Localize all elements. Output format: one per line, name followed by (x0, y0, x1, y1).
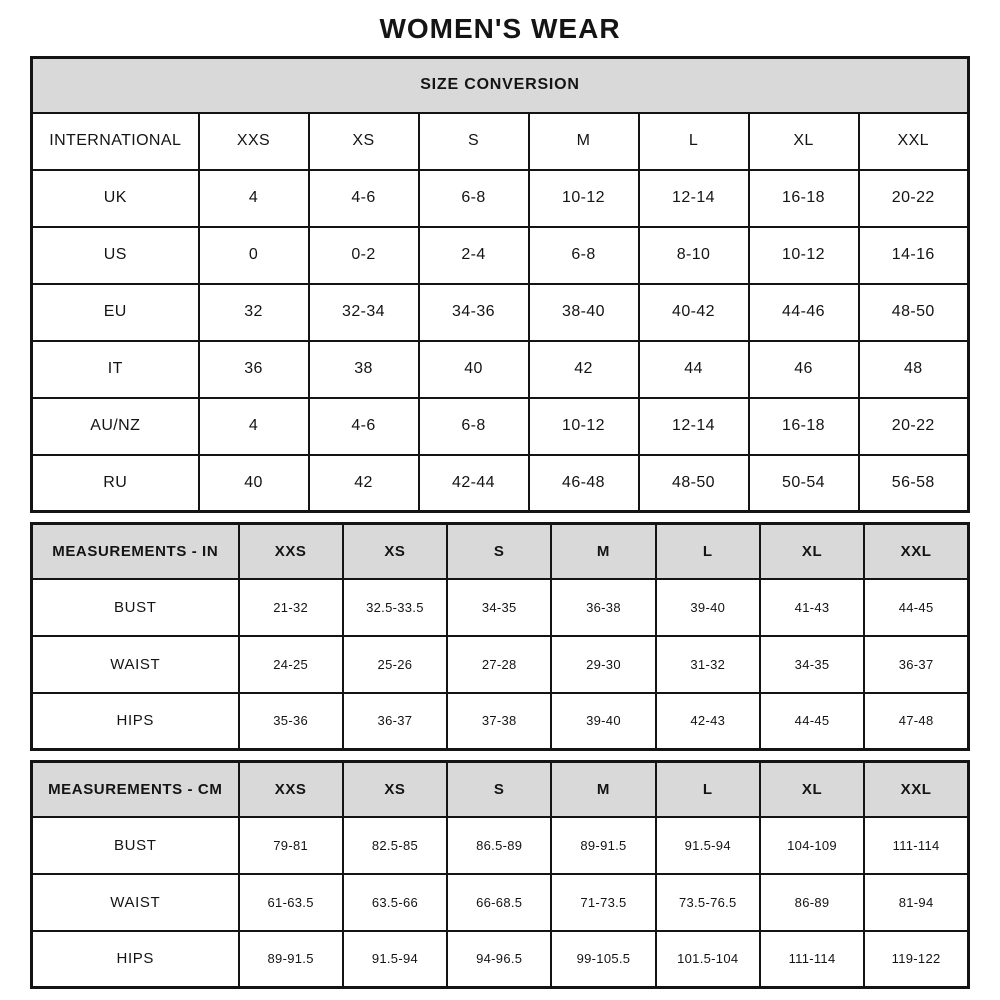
measurements-cm-value-cell-hips-m: 99-105.5 (551, 931, 655, 988)
value-cell-eu-xs: 32-34 (309, 284, 419, 341)
row-label-it: IT (32, 341, 199, 398)
measurements-in-value-cell-bust-l: 39-40 (656, 579, 760, 636)
measurements-cm-size-header-m: M (551, 762, 655, 817)
size-conversion-header-row (32, 113, 969, 170)
measurements-in-size-header-l: L (656, 524, 760, 579)
measurements-in-value-cell-waist-m: 29-30 (551, 636, 655, 693)
measurements-cm-body (32, 762, 969, 988)
measurements-in-value-cell-waist-xxs: 24-25 (239, 636, 343, 693)
measurements-in-size-header-m: M (551, 524, 655, 579)
measurements-cm-table (30, 760, 970, 989)
size-conversion-body (32, 58, 969, 512)
row-label-au-nz: AU/NZ (32, 398, 199, 455)
measurements-cm-row-label-hips: HIPS (32, 931, 239, 988)
value-cell-us-xl: 10-12 (749, 227, 859, 284)
table-row-it (32, 341, 969, 398)
value-cell-eu-xl: 44-46 (749, 284, 859, 341)
measurements-cm-value-cell-waist-l: 73.5-76.5 (656, 874, 760, 931)
column-header-international: INTERNATIONAL (32, 113, 199, 170)
measurements-cm-value-cell-waist-xxs: 61-63.5 (239, 874, 343, 931)
measurements-cm-value-cell-bust-xxs: 79-81 (239, 817, 343, 874)
measurements-cm-size-header-s: S (447, 762, 551, 817)
measurements-in-row-label-hips: HIPS (32, 693, 239, 750)
measurements-in-title-cell: MEASUREMENTS - IN (32, 524, 239, 579)
measurements-cm-size-header-xxl: XXL (864, 762, 968, 817)
measurements-in-size-header-xxl: XXL (864, 524, 968, 579)
measurements-cm-value-cell-hips-xl: 111-114 (760, 931, 864, 988)
measurements-in-value-cell-hips-m: 39-40 (551, 693, 655, 750)
value-cell-uk-xl: 16-18 (749, 170, 859, 227)
row-label-ru: RU (32, 455, 199, 512)
value-cell-ru-xxl: 56-58 (859, 455, 969, 512)
measurements-cm-value-cell-waist-m: 71-73.5 (551, 874, 655, 931)
measurements-cm-value-cell-waist-xl: 86-89 (760, 874, 864, 931)
value-cell-au-nz-xxl: 20-22 (859, 398, 969, 455)
measurements-cm-row-label-bust: BUST (32, 817, 239, 874)
measurements-in-value-cell-waist-s: 27-28 (447, 636, 551, 693)
measurements-cm-value-cell-hips-xxs: 89-91.5 (239, 931, 343, 988)
measurements-cm-size-header-l: L (656, 762, 760, 817)
table-row-us (32, 227, 969, 284)
measurements-in-value-cell-hips-xxl: 47-48 (864, 693, 968, 750)
measurements-cm-value-cell-bust-s: 86.5-89 (447, 817, 551, 874)
value-cell-ru-xl: 50-54 (749, 455, 859, 512)
measurements-in-value-cell-hips-s: 37-38 (447, 693, 551, 750)
measurements-cm-value-cell-bust-xxl: 111-114 (864, 817, 968, 874)
measurements-cm-header-row (32, 762, 969, 817)
measurements-cm-value-cell-hips-l: 101.5-104 (656, 931, 760, 988)
value-cell-it-xxs: 36 (199, 341, 309, 398)
measurements-in-row-bust (32, 579, 969, 636)
value-cell-us-xs: 0-2 (309, 227, 419, 284)
measurements-in-header-row (32, 524, 969, 579)
table-row-uk (32, 170, 969, 227)
row-label-uk: UK (32, 170, 199, 227)
value-cell-us-xxl: 14-16 (859, 227, 969, 284)
value-cell-ru-xs: 42 (309, 455, 419, 512)
measurements-in-row-label-waist: WAIST (32, 636, 239, 693)
value-cell-eu-xxl: 48-50 (859, 284, 969, 341)
value-cell-ru-m: 46-48 (529, 455, 639, 512)
measurements-cm-row-label-waist: WAIST (32, 874, 239, 931)
measurements-in-value-cell-waist-l: 31-32 (656, 636, 760, 693)
value-cell-au-nz-xs: 4-6 (309, 398, 419, 455)
measurements-cm-value-cell-waist-xs: 63.5-66 (343, 874, 447, 931)
measurements-in-value-cell-waist-xl: 34-35 (760, 636, 864, 693)
value-cell-it-xl: 46 (749, 341, 859, 398)
measurements-in-value-cell-bust-xxl: 44-45 (864, 579, 968, 636)
measurements-cm-row-bust (32, 817, 969, 874)
measurements-cm-value-cell-hips-s: 94-96.5 (447, 931, 551, 988)
value-cell-it-xxl: 48 (859, 341, 969, 398)
measurements-cm-title-cell: MEASUREMENTS - CM (32, 762, 239, 817)
measurements-cm-size-header-xl: XL (760, 762, 864, 817)
value-cell-us-xxs: 0 (199, 227, 309, 284)
value-cell-au-nz-s: 6-8 (419, 398, 529, 455)
table-row-au-nz (32, 398, 969, 455)
size-header-xxl: XXL (859, 113, 969, 170)
measurements-cm-row-waist (32, 874, 969, 931)
value-cell-uk-xxl: 20-22 (859, 170, 969, 227)
measurements-in-value-cell-bust-xl: 41-43 (760, 579, 864, 636)
value-cell-uk-s: 6-8 (419, 170, 529, 227)
value-cell-ru-s: 42-44 (419, 455, 529, 512)
value-cell-eu-l: 40-42 (639, 284, 749, 341)
value-cell-it-m: 42 (529, 341, 639, 398)
measurements-cm-value-cell-bust-m: 89-91.5 (551, 817, 655, 874)
size-header-xxs: XXS (199, 113, 309, 170)
row-label-eu: EU (32, 284, 199, 341)
measurements-cm-size-header-xxs: XXS (239, 762, 343, 817)
measurements-cm-size-header-xs: XS (343, 762, 447, 817)
measurements-cm-value-cell-waist-xxl: 81-94 (864, 874, 968, 931)
measurements-in-value-cell-bust-s: 34-35 (447, 579, 551, 636)
value-cell-au-nz-m: 10-12 (529, 398, 639, 455)
measurements-cm-value-cell-bust-xl: 104-109 (760, 817, 864, 874)
value-cell-eu-m: 38-40 (529, 284, 639, 341)
measurements-cm-row-hips (32, 931, 969, 988)
measurements-cm-value-cell-hips-xs: 91.5-94 (343, 931, 447, 988)
table-row-ru (32, 455, 969, 512)
measurements-cm-value-cell-bust-l: 91.5-94 (656, 817, 760, 874)
table-row-eu (32, 284, 969, 341)
measurements-in-value-cell-waist-xs: 25-26 (343, 636, 447, 693)
measurements-in-size-header-xl: XL (760, 524, 864, 579)
measurements-in-value-cell-bust-m: 36-38 (551, 579, 655, 636)
value-cell-us-l: 8-10 (639, 227, 749, 284)
value-cell-ru-l: 48-50 (639, 455, 749, 512)
value-cell-uk-m: 10-12 (529, 170, 639, 227)
value-cell-eu-xxs: 32 (199, 284, 309, 341)
measurements-in-row-hips (32, 693, 969, 750)
size-conversion-title-row (32, 58, 969, 113)
value-cell-uk-xs: 4-6 (309, 170, 419, 227)
measurements-in-size-header-xxs: XXS (239, 524, 343, 579)
value-cell-us-m: 6-8 (529, 227, 639, 284)
measurements-cm-value-cell-waist-s: 66-68.5 (447, 874, 551, 931)
measurements-in-size-header-s: S (447, 524, 551, 579)
value-cell-au-nz-xl: 16-18 (749, 398, 859, 455)
measurements-cm-value-cell-bust-xs: 82.5-85 (343, 817, 447, 874)
size-header-s: S (419, 113, 529, 170)
value-cell-it-xs: 38 (309, 341, 419, 398)
value-cell-ru-xxs: 40 (199, 455, 309, 512)
measurements-in-value-cell-hips-l: 42-43 (656, 693, 760, 750)
size-conversion-title-cell: SIZE CONVERSION (32, 58, 969, 113)
value-cell-it-s: 40 (419, 341, 529, 398)
value-cell-au-nz-xxs: 4 (199, 398, 309, 455)
size-header-l: L (639, 113, 749, 170)
value-cell-au-nz-l: 12-14 (639, 398, 749, 455)
measurements-in-size-header-xs: XS (343, 524, 447, 579)
measurements-in-value-cell-hips-xs: 36-37 (343, 693, 447, 750)
measurements-in-value-cell-waist-xxl: 36-37 (864, 636, 968, 693)
value-cell-us-s: 2-4 (419, 227, 529, 284)
measurements-in-body (32, 524, 969, 750)
value-cell-eu-s: 34-36 (419, 284, 529, 341)
size-header-xl: XL (749, 113, 859, 170)
measurements-in-value-cell-bust-xxs: 21-32 (239, 579, 343, 636)
value-cell-uk-xxs: 4 (199, 170, 309, 227)
size-conversion-table (30, 56, 970, 513)
row-label-us: US (32, 227, 199, 284)
measurements-in-value-cell-hips-xxs: 35-36 (239, 693, 343, 750)
measurements-in-row-waist (32, 636, 969, 693)
measurements-cm-value-cell-hips-xxl: 119-122 (864, 931, 968, 988)
value-cell-uk-l: 12-14 (639, 170, 749, 227)
measurements-in-table (30, 522, 970, 751)
measurements-in-row-label-bust: BUST (32, 579, 239, 636)
page-title: WOMEN'S WEAR (379, 13, 621, 44)
measurements-in-value-cell-bust-xs: 32.5-33.5 (343, 579, 447, 636)
size-header-xs: XS (309, 113, 419, 170)
measurements-in-value-cell-hips-xl: 44-45 (760, 693, 864, 750)
value-cell-it-l: 44 (639, 341, 749, 398)
size-header-m: M (529, 113, 639, 170)
